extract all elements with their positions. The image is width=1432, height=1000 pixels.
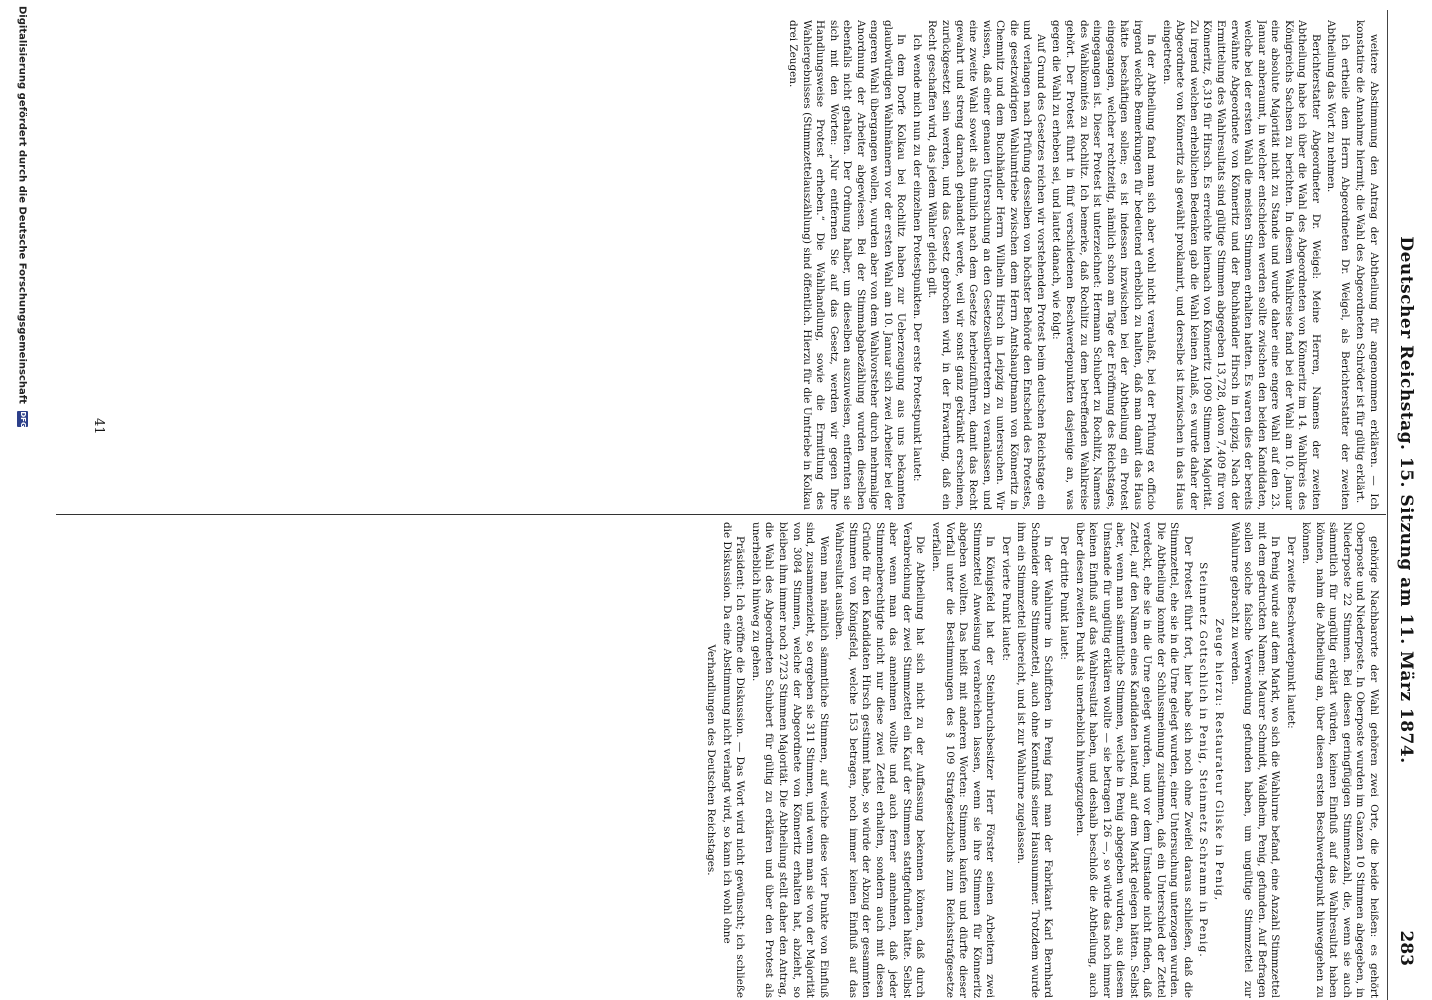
header-rule: [1387, 10, 1388, 1000]
paragraph: Berichterstatter Abgeordneter Dr. Weigel: Meine Herren, Namens der zweiten Abtheilung habe ich über die Wahl des Abgeordneten von Könneritz im 14. Wahlkreis des Königreichs Sachsen zu berichten. In diesem Wahlkreise fand bei der Wahl am 10. Januar eine absolute Majorität nicht zu Stande und wurde daher eine engere Wahl auf den 23. Januar anberaumt, in welcher entschieden werden sollte zwischen den beiden Kandidaten, welche bei der ersten Wahl die meisten Stimmen erhalten hatten. Es waren dies der bereits erwähnte Abgeordnete von Könneritz und der Buchhändler Hirsch in Leipzig. Nach der Ermittelung des Wahlresultats sind gültige Stimmen abgegeben 13,728, davon 7,409 für von Könneritz, 6,319 für Hirsch. Es erreichte hiernach von Könneritz 1090 Stimmen Majorität. Zu irgend welchen erheblichen Bedenken gab die Wahl keinen Anlaß, es wurde daher der Abgeordnete von Könneritz als gewählt proklamirt, und derselbe ist inzwischen in das Haus eingetreten.: [1160, 20, 1322, 510]
running-title: Deutscher Reichstag. 15. Sitzung am 11. März 1874.: [1396, 236, 1416, 764]
paragraph: Ich ertheile dem Herrn Abgeordneten Dr. Weigel, als Berichterstatter der zweiten Abtheilung das Wort zu nehmen.: [1325, 20, 1351, 510]
paragraph: Präsident: Ich eröffne die Diskussion. — Das Wort wird nicht gewünscht; ich schließe die Diskussion. Da eine Abstimmung nicht verlangt wird, so kann ich wohl ohne: [720, 522, 747, 998]
paragraph: gehörige Nachbarorte der Wahl gehören zwei Orte, die beide heißen: es gehört Oberposte und Niederposte. In Oberposte wurden im Ganzen 10 Stimmen abgegeben, in Niederposte 22 Stimmen. Bei diesen geringfügigen Stimmenzahl, die, wenn sie auch sämmtlich für ungültig erklärt würden, keinen Einfluß auf das Wahlresultat haben können, nahm die Abtheilung an, über diesen ersten Beschwerdepunkt hinweggehen zu können.: [1300, 522, 1380, 998]
text-column-right: [260, 522, 1380, 998]
dfg-logo: DFG: [19, 411, 27, 428]
digitization-credit-text: Digitalisierung gefördert durch die Deutsche Forschungsgemeinschaft: [16, 6, 28, 404]
paragraph: In Penig wurde auf dem Markt, wo sich die Wahlurne befand, eine Anzahl Stimmzettel mit dem gedruckten Namen: Maurer Schmidt, Waldheim, Penig, gefunden. Auf Befragen sollen solche falsche Verwendung gefunden haben, um ungültige Stimmzettel zur Wahlurne gebracht zu werden.: [1228, 522, 1282, 998]
paragraph: Der vierte Punkt lautet:: [999, 536, 1012, 662]
paragraph: In der Abtheilung fand man sich aber wohl nicht veranlaßt, bei der Prüfung ex officio irgend welche Bemerkungen für bedeutend erheblich zu halten, daß man damit das Haus hätte beschäftigen sollen; es ist indessen inzwischen bei der Abtheilung ein Protest eingegangen, welcher rechtzeitig, nämlich schon am Tage der Eröffnung des Reichstages, eingegangen ist. Dieser Protest ist unterzeichnet: Hermann Schubert zu Rochlitz, Namens des Wahlkomités zu Rochlitz. Ich bemerke, daß Rochlitz zu dem betreffenden Wahlkreise gehört. Der Protest führt in fünf verschiedenen Beschwerdepunkten dasjenige an, was gegen die Wahl zu erheben sei, und lautet danach, wie folgt:: [1050, 20, 1158, 510]
witness-line: Steinmetz Gottschlich in Penig, Steinmetz Schramm in Penig.: [1197, 562, 1210, 958]
publication-footer-line: Verhandlungen des Deutschen Reichstages.: [705, 644, 718, 876]
paragraph: In der Wahlurne in Schiffchen in Penig fand man der Fabrikant Karl Bernhard Schneider ohne Stimmzettel, auch ohne Kenntniß seiner Hausnummer. Trotzdem wurde ihm ein Stimmzettel übereicht, und ist zur Wahlurne zugelassen.: [1015, 522, 1055, 998]
page-number: 283: [1396, 930, 1416, 966]
paragraph: Die Abtheilung hat sich nicht zu der Auffassung bekennen können, daß durch Verabreichung der zwei Stimmzettel ein Kauf der Stimmen stattgefunden hätte. Selbst aber wenn man das annehmen wollte und auch ferner annehmen, daß jeder Stimmenberechtigte nicht nur diese zwei Zettel erhalten, sondern auch mit diesen Gründe für den Kandidaten Hirsch gestimmt habe, so würde der Abzug der gesammten Stimmen von Königsfeld, welche 153 betragen, noch immer keinen Einfluß auf das Wahlresultat ausüben.: [833, 522, 927, 998]
paragraph: Der zweite Beschwerdepunkt lautet:: [1284, 536, 1297, 729]
paragraph: Der dritte Punkt lautet:: [1057, 536, 1070, 660]
digitization-credit: [17, 6, 29, 427]
column-divider: [56, 514, 1386, 515]
paragraph: Der Protest führt fort, hier habe sich noch ohne Zweifel daraus schließen, daß die Stimmzettel, ehe sie in die Urne gelegt wurden, einer Untersuchung unterzogen wurden. Die Abtheilung konnte der Schlussmeinung zustimmen, daß ein Unterschied der Zettel verdeckt, ehe sie in die Urne gelegt wurden, und vor dem Umstande nicht finden, daß Zettel, auf den Namen eines Kandidaten lautend, auf dem Markt gelegen hätten. Selbst aber, wenn man sämmtliche Stimmen, welche in Penig abgegeben wurden, aus diesem Umstande für ungültig erklären wollte — sie betragen 126 —, so würde das noch immer keinen Einfluß auf das Wahlresultat haben, und deshalb beschloß die Abtheilung, auch über diesen zweiten Punkt als unerheblich hinwegzugehen.: [1073, 522, 1194, 998]
paragraph: In dem Dorfe Kolkau bei Rochlitz haben zur Ueberzeugung aus uns bekannten glaubwürdigen Wahlmännern vor der ersten Wahl am 10. Januar sich zwei Arbeiter bei der engeren Wahl übergangen wollen, wurden aber von dem Wahlvorsteher durch mehrmalige Anordnung der Arbeiter abgewiesen. Bei der Stimmabgabezählung wurden dieselben ebenfalls nicht gehalten. Der Ordnung halber, um dieselben auszuweisen, entfernten sie sich mit den Worten: „Nur entfernen Sie auf das Gesetz, werden wir gegen Ihre Handlungsweise Protest erheben.“ Die Wahlhandlung, sowie die Ermittlung des Wahlergebnisses (Stimmzettelauszählung) sind öffentlich. Hierzu für die Umtriebe in Kolkau drei Zeugen.: [787, 20, 908, 510]
witness-line: Zeuge hierzu: Restaurateur Gliske in Penig,: [1212, 618, 1225, 902]
text-column-left: [260, 20, 1380, 510]
paragraph: In Königsfeld hat der Steinbruchsbesitzer Herr Förster seinen Arbeitern zwei Stimmzettel Anweisung verabreichen lassen, wenn sie ihre Stimmen für Könneritz abgeben wollten. Das heißt mit anderen Worten: Stimmen kaufen und dürfte dieser Vorfall unter die Bestimmungen des § 109 Strafgesetzbuchs zum Reichsstrafgesetze verfallen.: [930, 522, 997, 998]
folio-number: 41: [91, 418, 106, 435]
paragraph: Wenn man nämlich sämmtliche Stimmen, auf welche diese vier Punkte von Einfluß sind, zusammenzieht, so ergeben sie 311 Stimmen, und wenn man sie von der Majorität von 3084 Stimmen, welche der Abgeordnete von Könneritz erhalten hat, abzieht, so bleiben ihm immer noch 2723 Stimmen Majorität. Die Abtheilung stellt daher den Antrag, die Wahl des Abgeordneten Schubert für gültig zu erklären und über den Protest als unerheblich hinweg zu gehen.: [749, 522, 830, 998]
paragraph: weitere Abstimmung den Antrag der Abtheilung für angenommen erklären. — Ich konstatire die Annahme hiermit; die Wahl des Abgeordneten Schröder ist für gültig erklärt.: [1354, 20, 1380, 510]
paragraph: Ich wende mich nun zu der einzelnen Protestpunkten. Der erste Protestpunkt lautet:: [910, 34, 923, 482]
paragraph: Auf Grund des Gesetzes reichen wir vorstehenden Protest beim deutschen Reichstage ein und verlangen nach Prüfung desselben von höchster Behörde den Entscheid des Protestes, die gesetzwidrigen Wahlumtriebe zwischen dem Herrn Amtshauptmann von Könneritz in Chemnitz und dem Buchhändler Herrn Wilhelm Hirsch in Leipzig zu untersuchen. Wir wissen, daß einer genauen Untersuchung an den Gesetzesübertretern zu veranlassen, und eine zweite Wahl soweit als thunlich nach dem Gesetze herbeizuführen, damit das Recht gewahrt und streng darnach gehandelt werde, weil wir sonst ganz gekränkt erscheinen, zurückgesetzt sein werden, und das Gesetz gebrochen wird, in der Erwartung, daß ein Recht geschaffen wird, das jedem Wähler gleich gilt.: [926, 20, 1047, 510]
page-header: [1382, 0, 1426, 1000]
